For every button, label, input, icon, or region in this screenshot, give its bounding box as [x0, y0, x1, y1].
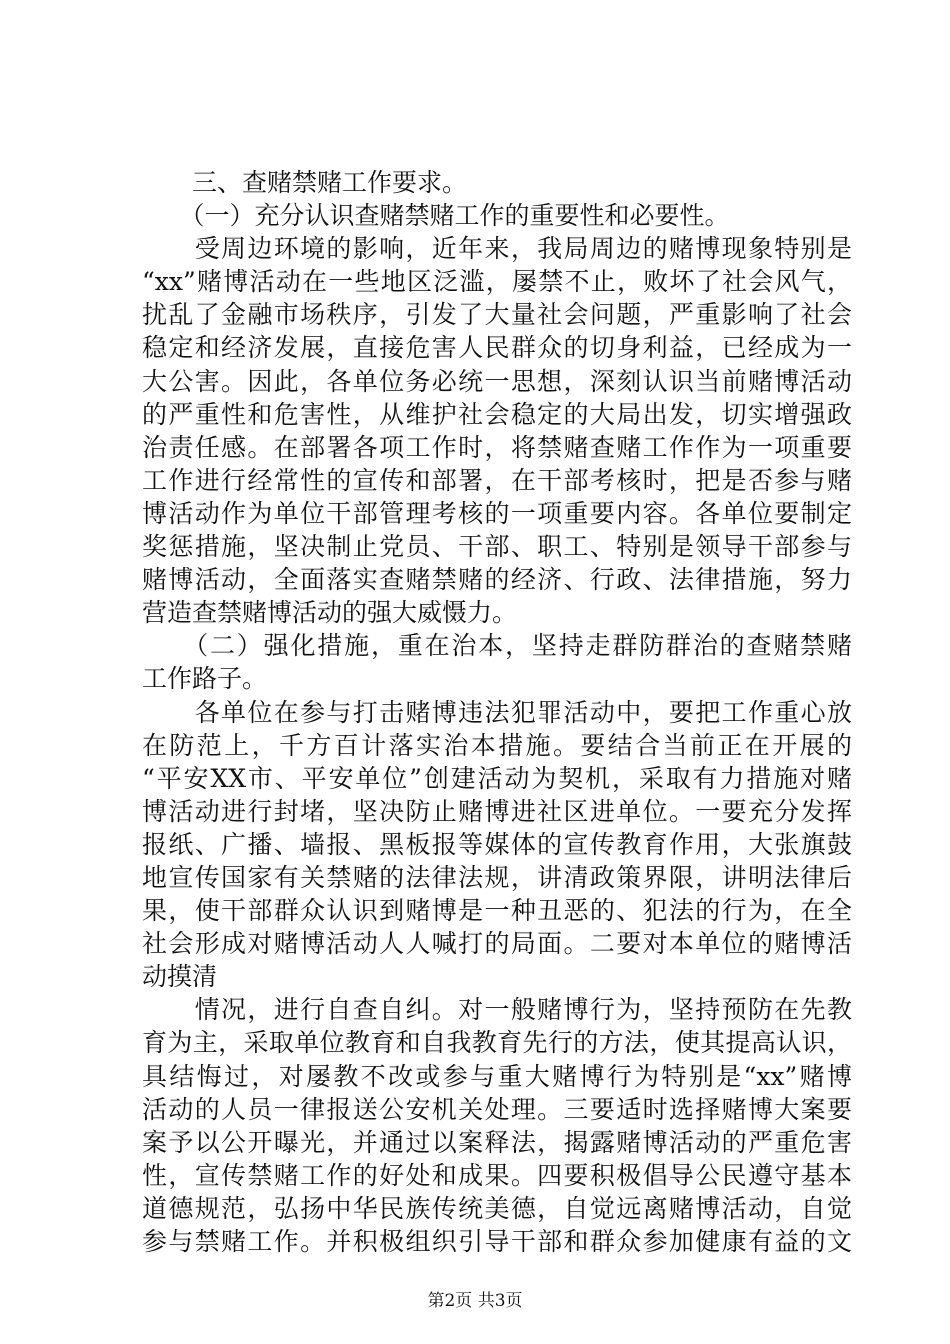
text-line: 扰乱了金融市场秩序，引发了大量社会问题，严重影响了社会: [142, 300, 852, 330]
text-line: 情况，进行自查自纠。对一般赌博行为，坚持预防在先教: [142, 995, 852, 1025]
text-line: 果，使干部群众认识到赌博是一种丑恶的、犯法的行为，在全: [142, 896, 852, 926]
text-line: 具结悔过，对屡教不改或参与重大赌博行为特别是“xx”赌博: [142, 1061, 852, 1091]
text-line: 道德规范，弘扬中华民族传统美德，自觉远离赌博活动，自觉: [142, 1193, 852, 1223]
text-line: 博活动进行封堵，坚决防止赌博进社区进单位。一要充分发挥: [142, 796, 852, 826]
text-line: 社会形成对赌博活动人人喊打的局面。二要对本单位的赌博活: [142, 929, 852, 959]
text-line: 动摸清: [142, 962, 218, 992]
text-line: 参与禁赌工作。并积极组织引导干部和群众参加健康有益的文: [142, 1227, 852, 1256]
text-line: 工作进行经常性的宣传和部署，在干部考核时，把是否参与赌: [142, 465, 852, 495]
text-line: 育为主，采取单位教育和自我教育先行的方法，使其提高认识，: [142, 1028, 852, 1058]
text-line: 工作路子。: [142, 664, 268, 694]
text-line: 性，宣传禁赌工作的好处和成果。四要积极倡导公民遵守基本: [142, 1160, 852, 1190]
text-line: 赌博活动，全面落实查赌禁赌的经济、行政、法律措施，努力: [142, 565, 852, 595]
text-line: 地宣传国家有关禁赌的法律法规，讲清政策界限，讲明法律后: [142, 862, 852, 892]
page-footer: 第2页 共3页: [427, 1291, 523, 1311]
text-line: 大公害。因此，各单位务必统一思想，深刻认识当前赌博活动: [142, 366, 852, 396]
text-line: （一）充分认识查赌禁赌工作的重要性和必要性。: [142, 201, 730, 231]
text-line: 治责任感。在部署各项工作时，将禁赌查赌工作作为一项重要: [142, 432, 852, 462]
text-line: （二）强化措施，重在治本，坚持走群防群治的查赌禁赌: [142, 631, 852, 661]
text-line: 博活动作为单位干部管理考核的一项重要内容。各单位要制定: [142, 498, 852, 528]
text-line: “xx”赌博活动在一些地区泛滥，屡禁不止，败坏了社会风气，: [142, 267, 852, 297]
text-line: 活动的人员一律报送公安机关处理。三要适时选择赌博大案要: [142, 1094, 852, 1124]
text-line: 稳定和经济发展，直接危害人民群众的切身利益，已经成为一: [142, 333, 852, 363]
text-line: 奖惩措施，坚决制止党员、干部、职工、特别是领导干部参与: [142, 532, 852, 562]
text-line: 各单位在参与打击赌博违法犯罪活动中，要把工作重心放: [142, 697, 852, 727]
text-line: “平安XX市、平安单位”创建活动为契机，采取有力措施对赌: [142, 763, 852, 793]
text-line: 的严重性和危害性，从维护社会稳定的大局出发，切实增强政: [142, 399, 852, 429]
document-body: [142, 166, 852, 1258]
text-line: 在防范上，千方百计落实治本措施。要结合当前正在开展的: [142, 730, 852, 760]
text-line: 报纸、广播、墙报、黑板报等媒体的宣传教育作用，大张旗鼓: [142, 829, 852, 859]
text-line: 受周边环境的影响，近年来，我局周边的赌博现象特别是: [142, 234, 852, 264]
text-line: 营造查禁赌博活动的强大威慑力。: [142, 598, 518, 628]
text-line: 三、查赌禁赌工作要求。: [142, 168, 468, 197]
text-line: 案予以公开曝光，并通过以案释法，揭露赌博活动的严重危害: [142, 1127, 852, 1157]
